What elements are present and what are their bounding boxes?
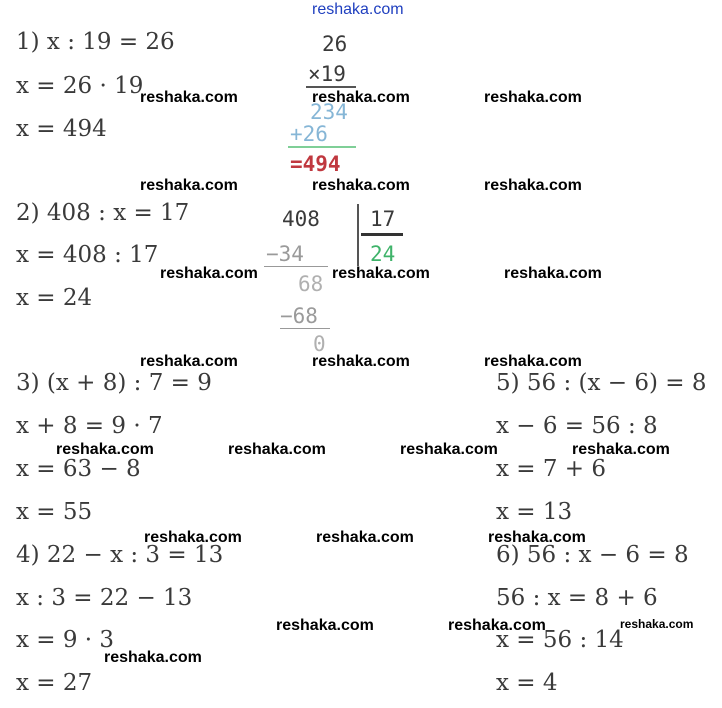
watermark: reshaka.com bbox=[140, 89, 238, 106]
div-remainder-2: 0 bbox=[313, 332, 326, 356]
mult-line-1 bbox=[306, 86, 356, 88]
problem-3-line-2: x + 8 = 9 · 7 bbox=[16, 413, 163, 439]
problem-4-line-3: x = 9 · 3 bbox=[16, 627, 115, 653]
watermark: reshaka.com bbox=[484, 177, 582, 194]
mult-multiplier: ×19 bbox=[308, 62, 346, 86]
problem-2-line-1: 2) 408 : x = 17 bbox=[16, 200, 190, 226]
problem-6-line-2: 56 : x = 8 + 6 bbox=[496, 585, 658, 611]
div-remainder-1: 68 bbox=[298, 272, 324, 296]
problem-6-line-1: 6) 56 : x − 6 = 8 bbox=[496, 542, 689, 568]
div-sub-1: −34 bbox=[266, 242, 304, 266]
watermark: reshaka.com bbox=[312, 177, 410, 194]
problem-1-line-3: x = 494 bbox=[16, 116, 107, 142]
problem-5-line-4: x = 13 bbox=[496, 499, 573, 525]
div-line-1 bbox=[264, 266, 328, 267]
div-line-2 bbox=[280, 328, 330, 329]
watermark: reshaka.com bbox=[332, 265, 430, 282]
watermark: reshaka.com bbox=[56, 441, 154, 458]
problem-3-line-3: x = 63 − 8 bbox=[16, 456, 141, 482]
problem-5-line-2: x − 6 = 56 : 8 bbox=[496, 413, 658, 439]
div-divisor-line bbox=[361, 233, 403, 236]
problem-2-line-2: x = 408 : 17 bbox=[16, 242, 159, 268]
watermark: reshaka.com bbox=[276, 617, 374, 634]
problem-4-line-2: x : 3 = 22 − 13 bbox=[16, 585, 193, 611]
watermark: reshaka.com bbox=[312, 89, 410, 106]
site-link[interactable]: reshaka.com bbox=[312, 1, 404, 18]
problem-6-line-3: x = 56 : 14 bbox=[496, 627, 624, 653]
problem-1-line-2: x = 26 · 19 bbox=[16, 73, 144, 99]
watermark: reshaka.com bbox=[104, 649, 202, 666]
div-dividend: 408 bbox=[282, 207, 320, 231]
watermark: reshaka.com bbox=[140, 177, 238, 194]
watermark: reshaka.com bbox=[504, 265, 602, 282]
div-divisor: 17 bbox=[370, 207, 396, 231]
div-vertical-bar bbox=[357, 204, 359, 266]
watermark: reshaka.com bbox=[140, 353, 238, 370]
mult-multiplicand: 26 bbox=[322, 32, 348, 56]
watermark: reshaka.com bbox=[448, 617, 546, 634]
watermark: reshaka.com bbox=[316, 529, 414, 546]
watermark: reshaka.com bbox=[488, 529, 586, 546]
watermark: reshaka.com bbox=[228, 441, 326, 458]
mult-partial-1: 234 bbox=[310, 100, 348, 124]
mult-partial-2: +26 bbox=[290, 122, 328, 146]
problem-4-line-4: x = 27 bbox=[16, 670, 93, 696]
watermark: reshaka.com bbox=[312, 353, 410, 370]
problem-2-line-3: x = 24 bbox=[16, 285, 93, 311]
problem-6-line-4: x = 4 bbox=[496, 670, 558, 696]
problem-4-line-1: 4) 22 − x : 3 = 13 bbox=[16, 542, 224, 568]
problem-3-line-4: x = 55 bbox=[16, 499, 93, 525]
mult-result: =494 bbox=[290, 152, 341, 176]
div-quotient: 24 bbox=[370, 242, 396, 266]
problem-5-line-3: x = 7 + 6 bbox=[496, 456, 607, 482]
watermark: reshaka.com bbox=[160, 265, 258, 282]
watermark: reshaka.com bbox=[484, 89, 582, 106]
watermark: reshaka.com bbox=[144, 529, 242, 546]
problem-1-line-1: 1) x : 19 = 26 bbox=[16, 29, 175, 55]
watermark: reshaka.com bbox=[572, 441, 670, 458]
problem-3-line-1: 3) (x + 8) : 7 = 9 bbox=[16, 370, 212, 396]
div-sub-2: −68 bbox=[280, 304, 318, 328]
mult-line-2 bbox=[288, 146, 356, 148]
watermark: reshaka.com bbox=[400, 441, 498, 458]
problem-5-line-1: 5) 56 : (x − 6) = 8 bbox=[496, 370, 707, 396]
watermark: reshaka.com bbox=[484, 353, 582, 370]
watermark: reshaka.com bbox=[620, 617, 694, 631]
